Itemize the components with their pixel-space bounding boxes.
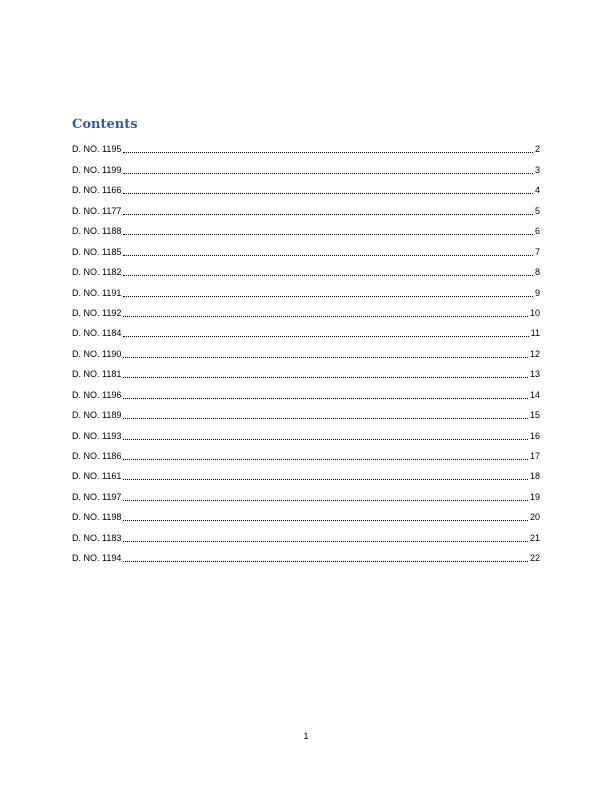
toc-entry[interactable] <box>72 523 540 543</box>
toc-entry-page-number: 5 <box>534 205 540 216</box>
toc-entry-label: D. NO. 1183 <box>72 532 122 543</box>
toc-entry-page-number: 3 <box>534 164 540 175</box>
toc-entry-label: D. NO. 1186 <box>72 451 122 461</box>
toc-entry-label: D. NO. 1195 <box>72 144 122 155</box>
toc-entry-label: D. NO. 1190 <box>72 348 122 359</box>
toc-dot-leader <box>123 357 528 358</box>
toc-entry-page-number: 14 <box>529 389 540 400</box>
toc-entry-page-number: 4 <box>534 185 540 196</box>
toc-entry-label: D. NO. 1185 <box>72 246 122 257</box>
toc-entry[interactable] <box>72 360 540 380</box>
toc-entry-page-number: 11 <box>530 328 540 339</box>
toc-dot-leader <box>123 275 533 276</box>
toc-entry[interactable] <box>72 380 540 400</box>
toc-entry-page-number: 16 <box>529 430 540 441</box>
toc-entry[interactable] <box>72 319 540 339</box>
toc-list <box>72 135 540 564</box>
toc-entry[interactable] <box>72 237 540 257</box>
toc-entry-label: D. NO. 1188 <box>72 226 122 237</box>
toc-entry-page-number: 9 <box>534 287 540 298</box>
toc-entry[interactable] <box>72 176 540 196</box>
toc-dot-leader <box>123 520 528 521</box>
toc-dot-leader <box>123 214 533 215</box>
toc-dot-leader <box>123 398 528 399</box>
toc-entry-page-number: 7 <box>534 246 540 257</box>
toc-entry-page-number: 2 <box>534 144 540 155</box>
toc-entry-page-number: 19 <box>529 491 540 502</box>
toc-dot-leader <box>123 255 533 256</box>
toc-entry-label: D. NO. 1181 <box>72 369 122 380</box>
toc-entry-label: D. NO. 1197 <box>72 491 122 502</box>
toc-entry[interactable] <box>72 339 540 359</box>
toc-entry-page-number: 18 <box>529 471 540 482</box>
toc-entry[interactable] <box>72 217 540 237</box>
toc-entry[interactable] <box>72 155 540 175</box>
toc-entry-page-number: 17 <box>529 451 540 461</box>
toc-entry-label: D. NO. 1194 <box>72 553 122 564</box>
table-of-contents <box>72 116 540 564</box>
toc-entry[interactable] <box>72 462 540 482</box>
toc-entry[interactable] <box>72 482 540 502</box>
footer-page-number: 1 <box>303 731 309 741</box>
toc-entry[interactable] <box>72 442 540 462</box>
toc-entry-label: D. NO. 1199 <box>72 164 122 175</box>
toc-entry-label: D. NO. 1198 <box>72 512 122 523</box>
toc-dot-leader <box>123 500 528 501</box>
toc-entry-label: D. NO. 1191 <box>72 287 122 298</box>
toc-entry-page-number: 13 <box>529 369 540 380</box>
toc-entry-page-number: 15 <box>529 410 540 421</box>
toc-dot-leader <box>123 418 528 419</box>
toc-dot-leader <box>123 193 533 194</box>
toc-entry-page-number: 21 <box>529 532 540 543</box>
toc-dot-leader <box>123 377 528 378</box>
toc-entry-label: D. NO. 1193 <box>72 430 122 441</box>
toc-dot-leader <box>123 561 528 562</box>
toc-entry[interactable] <box>72 503 540 523</box>
toc-dot-leader <box>123 316 528 317</box>
toc-entry-page-number: 12 <box>529 348 540 359</box>
toc-entry[interactable] <box>72 278 540 298</box>
toc-entry[interactable] <box>72 544 540 564</box>
toc-dot-leader <box>123 173 533 174</box>
toc-entry-label: D. NO. 1166 <box>72 185 122 196</box>
toc-entry[interactable] <box>72 401 540 421</box>
toc-entry[interactable] <box>72 299 540 319</box>
toc-heading: Contents <box>72 117 138 132</box>
toc-dot-leader <box>123 541 528 542</box>
toc-entry[interactable] <box>72 196 540 216</box>
toc-dot-leader <box>123 234 533 235</box>
toc-entry-page-number: 8 <box>534 267 540 278</box>
toc-dot-leader <box>123 459 528 460</box>
toc-dot-leader <box>123 296 533 297</box>
toc-dot-leader <box>123 336 528 337</box>
toc-dot-leader <box>123 152 533 153</box>
toc-entry[interactable] <box>72 258 540 278</box>
toc-entry[interactable] <box>72 135 540 155</box>
toc-entry-page-number: 10 <box>529 307 540 318</box>
toc-entry-page-number: 6 <box>534 226 540 237</box>
toc-entry-label: D. NO. 1189 <box>72 410 122 421</box>
toc-entry-label: D. NO. 1184 <box>72 328 122 339</box>
toc-entry-page-number: 20 <box>529 512 540 523</box>
toc-entry-label: D. NO. 1196 <box>72 389 122 400</box>
toc-entry-page-number: 22 <box>529 553 540 564</box>
toc-dot-leader <box>123 439 528 440</box>
toc-entry-label: D. NO. 1192 <box>72 307 122 318</box>
toc-entry-label: D. NO. 1182 <box>72 267 122 278</box>
toc-entry-label: D. NO. 1161 <box>72 471 122 482</box>
toc-dot-leader <box>123 479 528 480</box>
toc-entry-label: D. NO. 1177 <box>72 205 122 216</box>
toc-entry[interactable] <box>72 421 540 441</box>
